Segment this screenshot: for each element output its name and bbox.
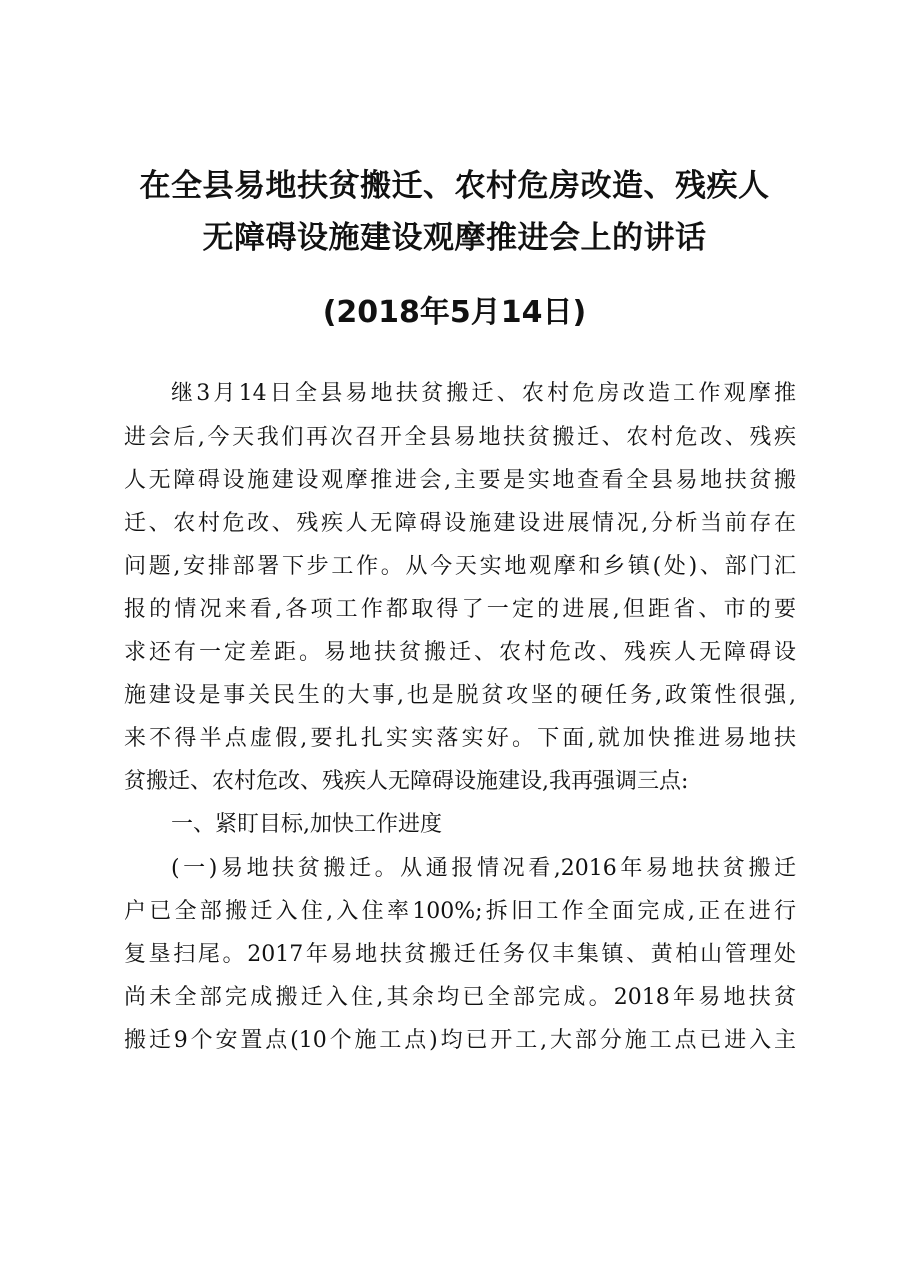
- body-line: 户已全部搬迁入住,入住率100%;拆旧工作全面完成,正在进行: [124, 899, 796, 924]
- body-line: 报的情况来看,各项工作都取得了一定的进展,但距省、市的要: [124, 597, 796, 622]
- body-line: 迁、农村危改、残疾人无障碍设施建设进展情况,分析当前存在: [124, 511, 796, 536]
- body-line: (一)易地扶贫搬迁。从通报情况看,2016年易地扶贫搬迁: [171, 856, 796, 881]
- section-heading: 一、紧盯目标,加快工作进度: [171, 812, 442, 837]
- body-line: 继3月14日全县易地扶贫搬迁、农村危房改造工作观摩推: [171, 381, 796, 406]
- body-line: 施建设是事关民生的大事,也是脱贫攻坚的硬任务,政策性很强,: [124, 683, 796, 708]
- body-line: 尚未全部完成搬迁入住,其余均已全部完成。2018年易地扶贫: [124, 985, 796, 1010]
- body-line: 来不得半点虚假,要扎扎实实落实好。下面,就加快推进易地扶: [124, 726, 796, 751]
- body-line: 搬迁9个安置点(10个施工点)均已开工,大部分施工点已进入主: [124, 1028, 796, 1053]
- body-line: 进会后,今天我们再次召开全县易地扶贫搬迁、农村危改、残疾: [124, 425, 796, 450]
- body-line: 贫搬迁、农村危改、残疾人无障碍设施建设,我再强调三点:: [124, 769, 689, 794]
- document-date: (2018年5月14日): [322, 295, 587, 330]
- document-title-line-1: 在全县易地扶贫搬迁、农村危房改造、残疾人: [139, 168, 770, 204]
- body-line: 求还有一定差距。易地扶贫搬迁、农村危改、残疾人无障碍设: [124, 640, 796, 665]
- body-line: 复垦扫尾。2017年易地扶贫搬迁任务仅丰集镇、黄柏山管理处: [124, 942, 796, 967]
- body-line: 人无障碍设施建设观摩推进会,主要是实地查看全县易地扶贫搬: [124, 468, 796, 493]
- body-line: 问题,安排部署下步工作。从今天实地观摩和乡镇(处)、部门汇: [124, 554, 796, 579]
- document-title-line-2: 无障碍设施建设观摩推进会上的讲话: [202, 220, 707, 256]
